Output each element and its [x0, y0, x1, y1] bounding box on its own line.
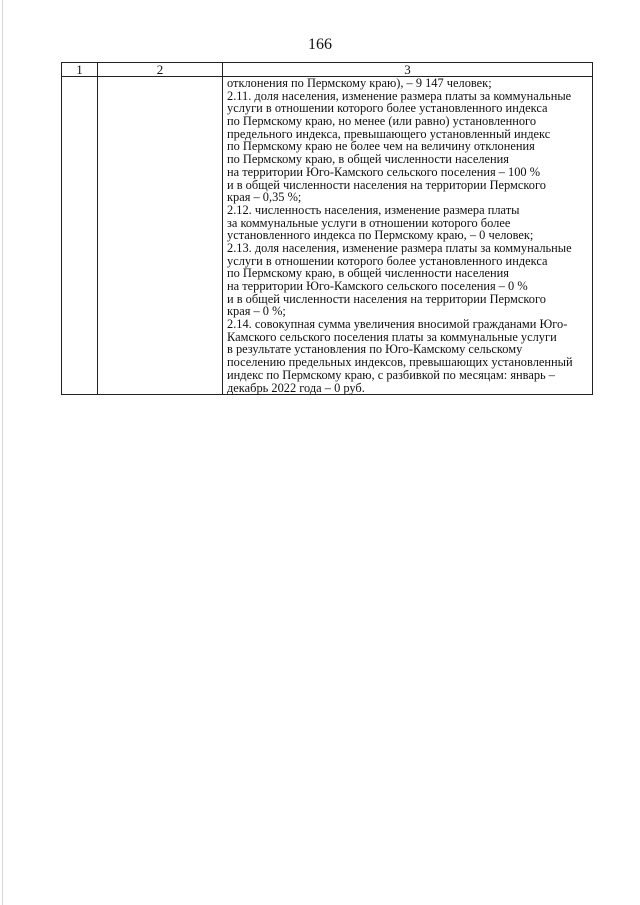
text-line: и в общей численности населения на территории Пермского: [227, 291, 546, 306]
text-line: услуги в отношении которого более установленного индекса: [227, 101, 548, 116]
text-line: декабрь 2022 года – 0 руб.: [227, 380, 365, 395]
column-header-3: 3: [223, 63, 593, 77]
table-cell-col3: [223, 77, 593, 395]
text-line: 2.11. доля населения, изменение размера платы за коммунальные: [227, 88, 572, 103]
cell-text-block: [223, 77, 592, 394]
table-row: [62, 77, 593, 395]
text-line: отклонения по Пермскому краю), – 9 147 человек;: [227, 77, 492, 90]
text-line: услуги в отношении которого более установленного индекса: [227, 253, 548, 268]
text-line: индекс по Пермскому краю, с разбивкой по месяцам: январь –: [227, 367, 555, 382]
text-line: 2.12. численность населения, изменение размера платы: [227, 202, 520, 217]
text-line: за коммунальные услуги в отношении которого более: [227, 215, 511, 230]
text-line: края – 0,35 %;: [227, 190, 302, 205]
text-line: и в общей численности населения на территории Пермского: [227, 177, 546, 192]
text-line: края – 0 %;: [227, 304, 286, 319]
text-line: 2.14. совокупная сумма увеличения вносимой гражданами Юго-: [227, 317, 568, 332]
text-line: поселению предельных индексов, превышающих установленный: [227, 355, 573, 370]
document-table: [61, 62, 593, 395]
text-line: по Пермскому краю, но менее (или равно) установленного: [227, 114, 537, 129]
text-line: на территории Юго-Камского сельского поселения – 0 %: [227, 279, 528, 293]
text-line: по Пермскому краю не более чем на величину отклонения: [227, 139, 535, 154]
text-line: по Пермскому краю, в общей численности населения: [227, 152, 509, 167]
scan-edge: [2, 0, 3, 905]
page-number: 166: [308, 36, 332, 53]
text-line: Камского сельского поселения платы за коммунальные услуги: [227, 329, 557, 344]
text-line: 2.13. доля населения, изменение размера платы за коммунальные: [227, 240, 572, 255]
column-header-2: 2: [98, 63, 223, 77]
text-line: в результате установления по Юго-Камскому сельскому: [227, 342, 523, 357]
table-header-row: [62, 63, 593, 77]
text-line: на территории Юго-Камского сельского поселения – 100 %: [227, 164, 541, 179]
column-header-1: 1: [62, 63, 98, 77]
text-line: установленного индекса по Пермскому краю, – 0 человек;: [227, 228, 534, 243]
text-line: предельного индекса, превышающего установленный индекс: [227, 126, 551, 141]
table-cell-col2: [98, 77, 223, 395]
text-line: по Пермскому краю, в общей численности населения: [227, 266, 509, 281]
table-cell-col1: [62, 77, 98, 395]
